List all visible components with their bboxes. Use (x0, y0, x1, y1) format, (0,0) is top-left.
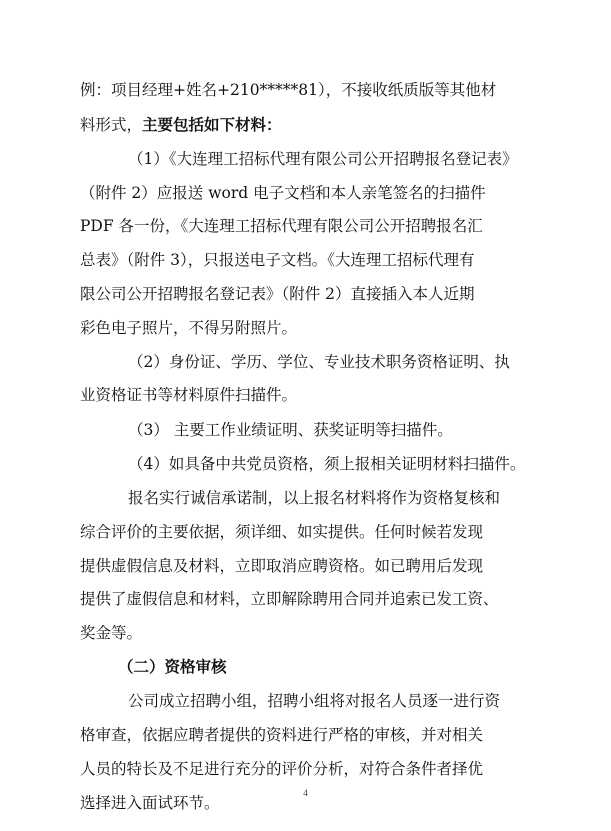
text-line: 料形式，主要包括如下材料： (80, 115, 282, 134)
page-number: 4 (303, 788, 308, 798)
list-item-3: （3） 主要工作业绩证明、获奖证明等扫描件。 (128, 421, 453, 439)
text-line: 总表》（附件 3），只报送电子文档。《大连理工招标代理有 (80, 251, 475, 269)
text-line: 人员的特长及不足进行充分的评价分析，对符合条件者择优 (80, 760, 484, 778)
text-line: 格审查，依据应聘者提供的资料进行严格的审核，并对相关 (80, 726, 484, 744)
bold-text: 主要包括如下材料： (142, 115, 282, 134)
list-item-4: （4）如具备中共党员资格，须上报相关证明材料扫描件。 (128, 455, 526, 473)
text-line: 提供了虚假信息和材料，立即解除聘用合同并追索已发工资、 (80, 590, 499, 608)
text-line: 提供虚假信息及材料，立即取消应聘资格。如已聘用后发现 (80, 557, 484, 575)
list-item-1: （1）《大连理工招标代理有限公司公开招聘报名登记表》 (128, 150, 518, 168)
text-line: 彩色电子照片，不得另附照片。 (80, 319, 298, 337)
text-line: 综合评价的主要依据，须详细、如实提供。任何时候若发现 (80, 523, 484, 541)
text-line: 例：项目经理+姓名+210*****81），不接收纸质版等其他材 (80, 81, 497, 99)
text-line: （附件 2）应报送 word 电子文档和本人亲笔签名的扫描件 (80, 184, 486, 202)
text-line: 业资格证书等材料原件扫描件。 (80, 386, 298, 404)
text-line: 选择进入面试环节。 (80, 794, 220, 812)
list-item-2: （2）身份证、学历、学位、专业技术职务资格证明、执 (128, 353, 510, 371)
section-heading: （二）资格审核 (118, 658, 227, 676)
paragraph-start: 报名实行诚信承诺制，以上报名材料将作为资格复核和 (128, 489, 501, 507)
text-line: 限公司公开招聘报名登记表》（附件 2）直接插入本人近期 (80, 285, 475, 303)
text-line: 奖金等。 (80, 624, 143, 642)
text-line: PDF 各一份，《大连理工招标代理有限公司公开招聘报名汇 (80, 217, 483, 235)
paragraph-start: 公司成立招聘小组，招聘小组将对报名人员逐一进行资 (128, 692, 501, 710)
